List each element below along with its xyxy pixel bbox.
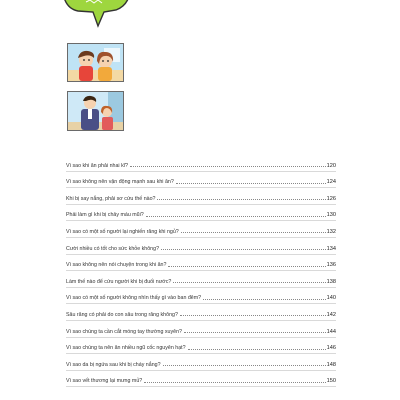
illustration-man-and-girl xyxy=(67,91,124,131)
toc-dot-leader xyxy=(176,183,326,184)
toc-entry[interactable] xyxy=(66,152,336,169)
toc-entry-title: Làm thế nào để cứu người khi bị đuối nước? xyxy=(66,278,172,285)
toc-entry[interactable] xyxy=(66,301,336,318)
toc-entry-page-number: 134 xyxy=(326,245,336,252)
toc-entry-title: Khi bị say nắng, phải sơ cứu thế nào? xyxy=(66,195,156,202)
toc-dot-leader xyxy=(203,299,326,300)
toc-entry[interactable] xyxy=(66,185,336,202)
toc-dot-leader xyxy=(173,282,325,283)
toc-entry[interactable] xyxy=(66,335,336,352)
toc-entry[interactable] xyxy=(66,368,336,385)
toc-entry-title: Vì sao vết thương lại mưng mủ? xyxy=(66,378,143,385)
toc-entry[interactable] xyxy=(66,252,336,269)
toc-dot-leader xyxy=(180,315,326,316)
toc-dot-leader xyxy=(146,216,326,217)
table-of-contents xyxy=(66,152,336,384)
toc-entry-page-number: 140 xyxy=(326,295,336,302)
toc-entry[interactable] xyxy=(66,318,336,335)
toc-entry-page-number: 144 xyxy=(326,328,336,335)
toc-entry-title: Phải làm gì khi bị chảy máu mũi? xyxy=(66,212,144,219)
toc-entry-title: Vì sao không nên nói chuyện trong khi ăn? xyxy=(66,262,167,269)
toc-entry[interactable] xyxy=(66,169,336,186)
toc-entry-title: Vì sao da bị ngứa sau khi bị cháy nắng? xyxy=(66,361,161,368)
toc-entry[interactable] xyxy=(66,268,336,285)
toc-entry[interactable] xyxy=(66,285,336,302)
toc-entry-page-number: 142 xyxy=(326,311,336,318)
toc-entry-title: Sâu răng có phải do con sâu trong răng không? xyxy=(66,311,178,318)
toc-entry-page-number: 136 xyxy=(326,262,336,269)
toc-dot-leader xyxy=(188,349,326,350)
toc-entry[interactable] xyxy=(66,351,336,368)
toc-entry-title: Vì sao không nên vận động mạnh sau khi ăn? xyxy=(66,179,174,186)
toc-dot-leader xyxy=(184,332,326,333)
toc-entry-title: Vì sao có một số người lại nghiến răng khi ngủ? xyxy=(66,228,179,235)
toc-entry-page-number: 124 xyxy=(326,179,336,186)
toc-entry-page-number: 126 xyxy=(326,195,336,202)
toc-entry-title: Vì sao chúng ta nên ăn nhiều ngũ cốc nguyên hạt? xyxy=(66,345,186,352)
speech-bubble-icon xyxy=(60,0,132,28)
toc-entry-page-number: 138 xyxy=(326,278,336,285)
toc-entry-title: Vì sao có một số người không nhìn thấy gì vào ban đêm? xyxy=(66,295,202,302)
toc-entry-page-number: 150 xyxy=(326,378,336,385)
toc-dot-leader xyxy=(181,232,326,233)
toc-entry-page-number: 130 xyxy=(326,212,336,219)
toc-dot-leader xyxy=(161,249,326,250)
toc-entry-title: Vì sao khi ăn phải nhai kĩ? xyxy=(66,162,129,169)
toc-dot-leader xyxy=(144,382,325,383)
toc-entry-page-number: 120 xyxy=(326,162,336,169)
toc-entry-title: Vì sao chúng ta cần cắt móng tay thường xuyên? xyxy=(66,328,182,335)
toc-entry[interactable] xyxy=(66,235,336,252)
toc-entry-page-number: 132 xyxy=(326,228,336,235)
toc-dot-leader xyxy=(163,365,326,366)
toc-entry-page-number: 146 xyxy=(326,345,336,352)
toc-entry-title: Cười nhiều có tốt cho sức khỏe không? xyxy=(66,245,160,252)
toc-dot-leader xyxy=(130,166,326,167)
illustration-children-talking xyxy=(67,43,124,82)
toc-entry[interactable] xyxy=(66,202,336,219)
toc-entry-page-number: 148 xyxy=(326,361,336,368)
toc-dot-leader xyxy=(168,266,325,267)
toc-entry[interactable] xyxy=(66,218,336,235)
toc-dot-leader xyxy=(157,199,325,200)
